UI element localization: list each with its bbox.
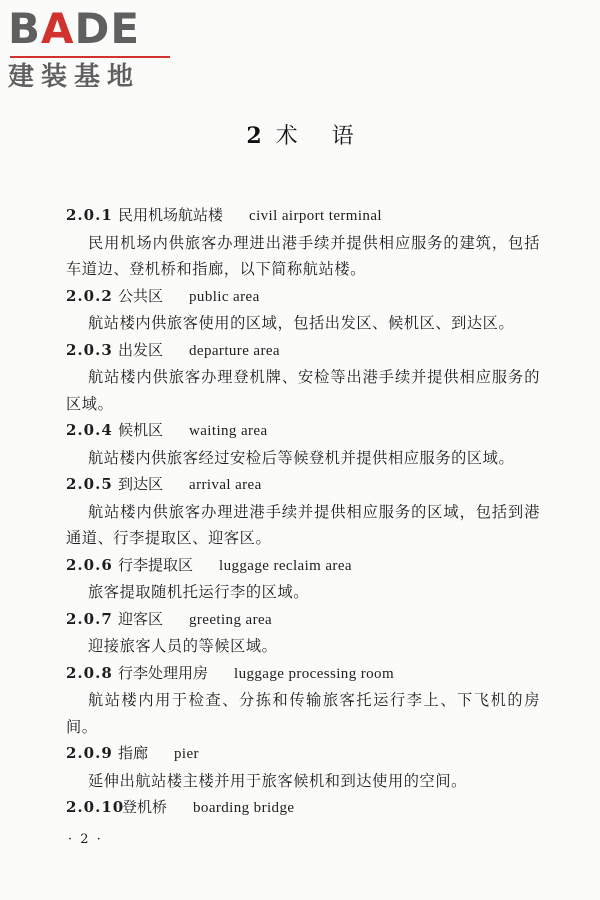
term-entry <box>66 202 540 283</box>
term-header <box>66 283 540 311</box>
chapter-number: 2 <box>246 123 262 149</box>
term-chinese: 迎客区 <box>118 609 164 628</box>
term-definition: 迎接旅客人员的等候区域。 <box>88 637 278 655</box>
term-number: 2.0.1 <box>66 206 113 224</box>
term-number: 2.0.5 <box>66 475 113 493</box>
logo-wordmark <box>8 6 140 52</box>
term-chinese: 民用机场航站楼 <box>118 206 224 224</box>
term-english: boarding bridge <box>193 800 295 816</box>
term-definition: 航站楼内用于检查、分拣和传输旅客托运行李上、下飞机的房间。 <box>66 691 540 736</box>
term-english: civil airport terminal <box>249 208 382 224</box>
term-entry <box>66 471 540 552</box>
term-english: pier <box>174 746 199 762</box>
logo-letter-b: B <box>8 4 42 53</box>
term-number: 2.0.6 <box>66 555 113 574</box>
term-english: greeting area <box>189 611 273 628</box>
term-header <box>66 417 540 445</box>
term-chinese: 出发区 <box>118 340 164 359</box>
term-number: 2.0.8 <box>66 663 113 682</box>
term-header <box>66 794 540 822</box>
term-entry <box>66 337 540 418</box>
term-english: luggage reclaim area <box>219 557 352 574</box>
term-definition: 航站楼内供旅客办理登机牌、安检等出港手续并提供相应服务的区域。 <box>66 368 540 413</box>
term-chinese: 公共区 <box>118 286 164 305</box>
term-header <box>66 471 540 499</box>
page-number: · 2 · <box>68 832 103 847</box>
term-entry <box>66 660 540 741</box>
term-header <box>66 740 540 768</box>
chapter-heading <box>0 122 600 151</box>
term-definition: 航站楼内供旅客使用的区域，包括出发区、候机区、到达区。 <box>88 314 515 332</box>
term-header <box>66 552 540 580</box>
term-number: 2.0.4 <box>66 421 113 439</box>
term-entry <box>66 794 540 822</box>
bade-logo <box>8 6 178 96</box>
term-number: 2.0.10 <box>66 798 125 816</box>
term-definition: 延伸出航站楼主楼并用于旅客候机和到达使用的空间。 <box>88 771 467 790</box>
term-english: luggage processing room <box>234 665 395 682</box>
term-definition: 民用机场内供旅客办理进出港手续并提供相应服务的建筑，包括车道边、登机桥和指廊，以下简称航站楼。 <box>66 233 540 278</box>
term-entry <box>66 740 540 794</box>
term-entry <box>66 417 540 471</box>
term-number: 2.0.2 <box>66 286 113 305</box>
term-list <box>66 202 540 822</box>
term-header <box>66 606 540 634</box>
chapter-title-part1: 术 <box>275 124 298 149</box>
term-chinese: 候机区 <box>118 421 164 439</box>
term-number: 2.0.9 <box>66 744 113 762</box>
term-entry <box>66 606 540 660</box>
term-number: 2.0.3 <box>66 340 113 359</box>
logo-divider <box>10 56 170 58</box>
term-entry <box>66 552 540 606</box>
term-header <box>66 337 540 365</box>
term-chinese: 到达区 <box>118 475 164 493</box>
term-header <box>66 202 540 230</box>
term-definition: 航站楼内供旅客经过安检后等候登机并提供相应服务的区域。 <box>88 448 515 467</box>
term-header <box>66 660 540 688</box>
term-english: waiting area <box>189 423 268 439</box>
term-english: public area <box>189 288 260 305</box>
logo-letter-a: A <box>41 4 75 53</box>
term-definition: 旅客提取随机托运行李的区域。 <box>88 583 310 601</box>
logo-chinese: 建装基地 <box>8 62 141 92</box>
chapter-title-part2: 语 <box>331 124 354 149</box>
term-english: arrival area <box>189 477 262 493</box>
term-chinese: 登机桥 <box>122 798 168 816</box>
term-entry <box>66 283 540 337</box>
term-chinese: 行李处理用房 <box>118 663 209 682</box>
term-chinese: 行李提取区 <box>118 555 194 574</box>
term-number: 2.0.7 <box>66 609 113 628</box>
term-chinese: 指廊 <box>118 744 149 762</box>
term-definition: 航站楼内供旅客办理进港手续并提供相应服务的区域，包括到港通道、行李提取区、迎客区。 <box>66 502 540 547</box>
logo-letters-de: DE <box>74 4 141 53</box>
term-english: departure area <box>189 342 280 359</box>
